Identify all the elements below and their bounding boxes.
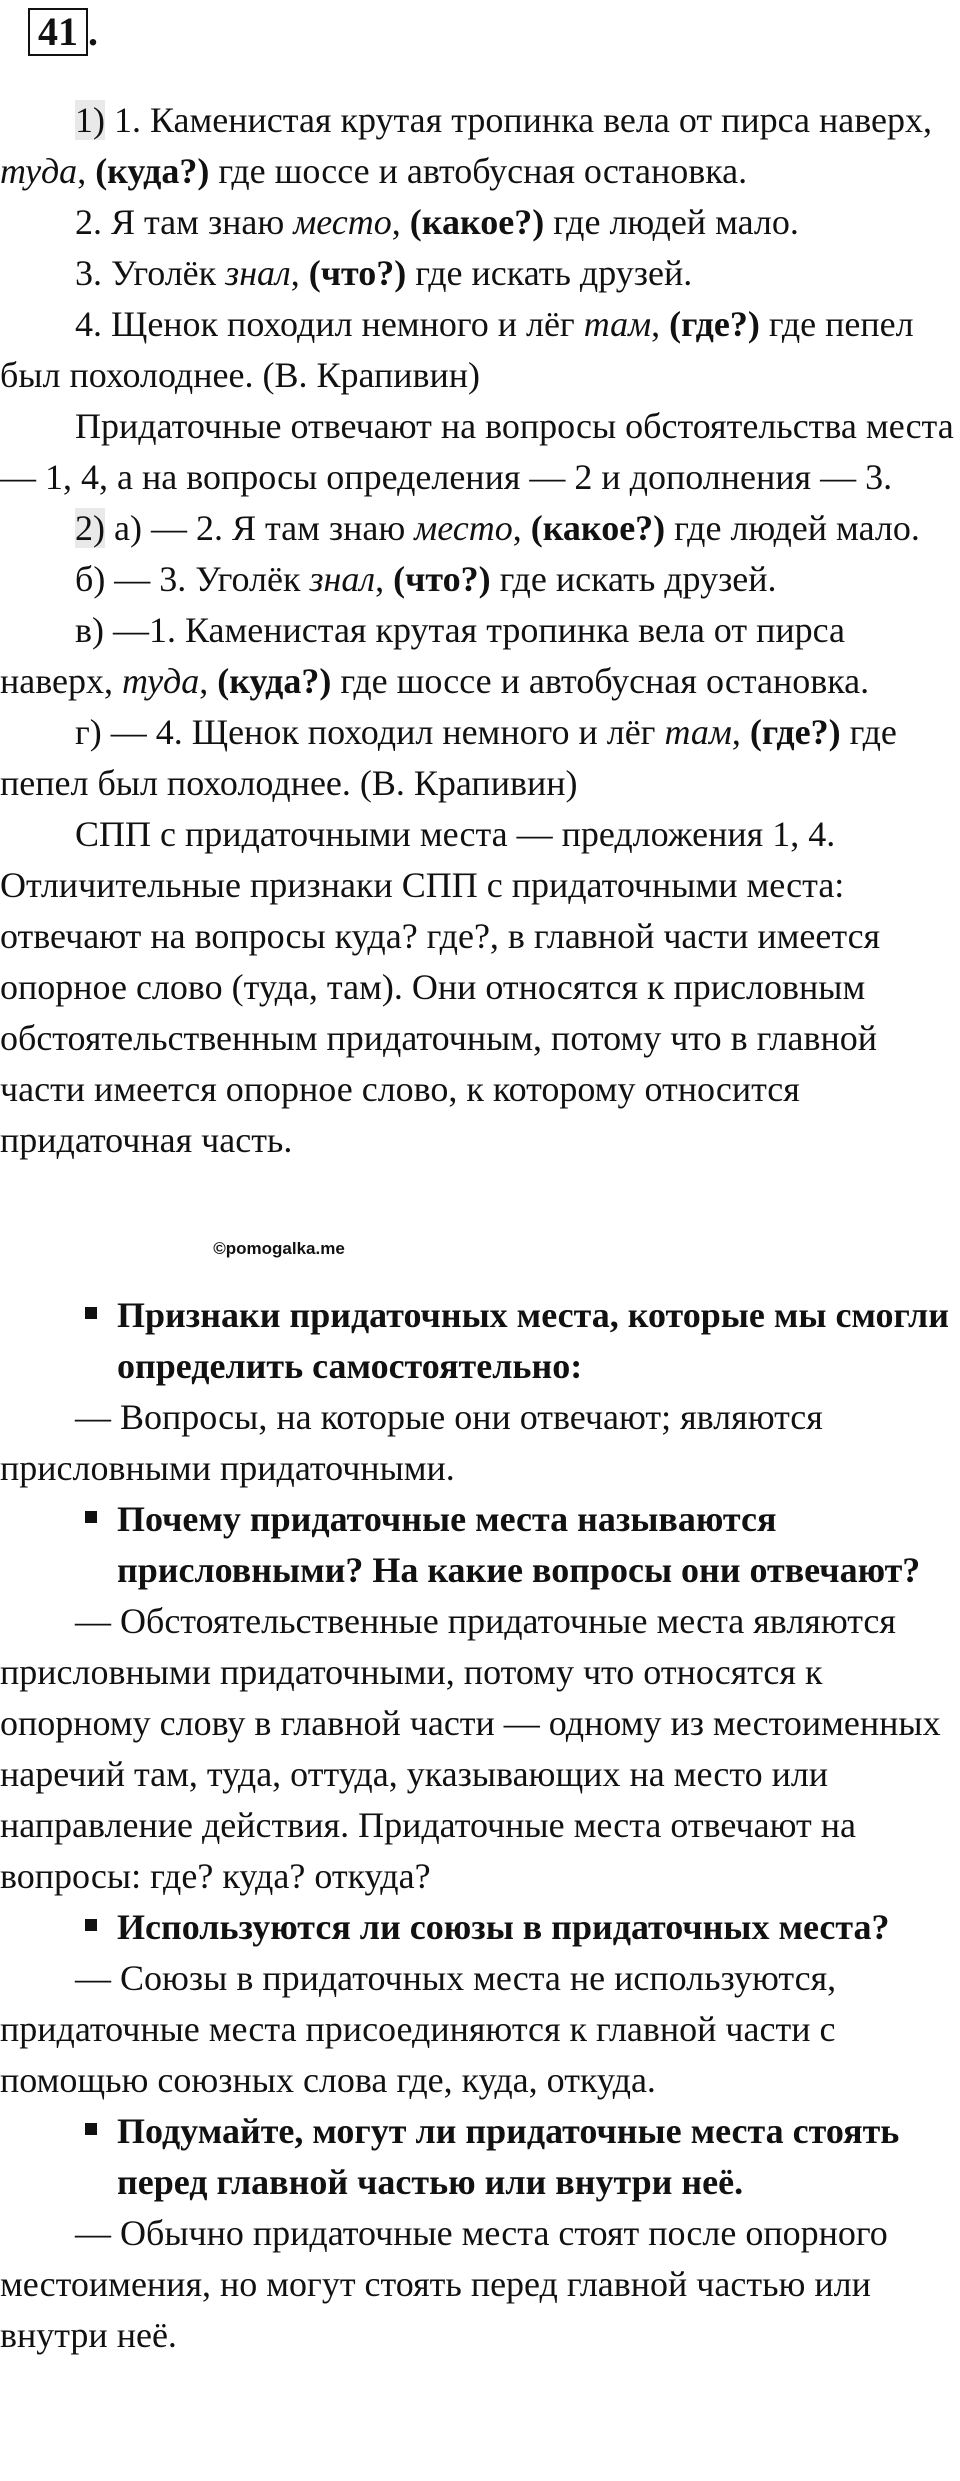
question-2: Почему придаточные места называются присловными? На какие вопросы они отвечают?: [0, 1494, 958, 1596]
bullet-icon: [85, 2123, 97, 2135]
match-c: в) —1. Каменистая крутая тропинка вела от пирса наверх, туда, (куда?) где шоссе и автобусная остановка.: [0, 610, 870, 701]
exercise-number-box: 41: [28, 8, 88, 56]
question-4: Подумайте, могут ли придаточные места стоять перед главной частью или внутри неё.: [0, 2106, 958, 2208]
bullet-icon: [85, 1511, 97, 1523]
answer-2: — Обстоятельственные придаточные места являются присловными придаточными, потому что относятся к опорному слову в главной части — одному из местоименных наречий там, туда, оттуда, указывающих на место или направление действия. Придаточные места отвечают на вопросы: где? куда? откуда?: [0, 1601, 941, 1896]
match-d: г) — 4. Щенок походил немного и лёг там, (где?) где пепел был похолоднее. (В. Крапивин): [0, 712, 897, 803]
sentence-1: 1) 1. Каменистая крутая тропинка вела от пирса наверх, туда, (куда?) где шоссе и автобусная остановка.: [0, 100, 933, 191]
match-a: 2) а) — 2. Я там знаю место, (какое?) где людей мало.: [75, 508, 920, 548]
sentence-3: 3. Уголёк знал, (что?) где искать друзей.: [75, 253, 693, 293]
watermark: ©pomogalka.me: [213, 1239, 345, 1258]
part1-conclusion: Придаточные отвечают на вопросы обстоятельства места — 1, 4, а на вопросы определения — 2 и дополнения — 3.: [0, 406, 954, 497]
answer-4: — Обычно придаточные места стоят после опорного местоимения, но могут стоять перед главной частью или внутри неё.: [0, 2213, 888, 2355]
bullet-icon: [85, 1919, 97, 1931]
part-marker-1: 1): [75, 100, 105, 140]
question-1: Признаки придаточных места, которые мы смогли определить самостоятельно:: [0, 1290, 958, 1392]
part-marker-2: 2): [75, 508, 105, 548]
exercise-number: 41 .: [28, 8, 98, 56]
answer-3: — Союзы в придаточных места не используются, придаточные места присоединяются к главной части с помощью союзных слова где, куда, откуда.: [0, 1958, 837, 2100]
question-3: Используются ли союзы в придаточных места?: [0, 1902, 958, 1953]
answer-1: — Вопросы, на которые они отвечают; являются присловными придаточными.: [0, 1397, 823, 1488]
sentence-2: 2. Я там знаю место, (какое?) где людей мало.: [75, 202, 799, 242]
match-b: б) — 3. Уголёк знал, (что?) где искать друзей.: [75, 559, 777, 599]
answer-content: [0, 95, 958, 2361]
bullet-icon: [85, 1307, 97, 1319]
sentence-4: 4. Щенок походил немного и лёг там, (где?) где пепел был похолоднее. (В. Крапивин): [0, 304, 914, 395]
part2-conclusion: СПП с придаточными места — предложения 1, 4. Отличительные признаки СПП с придаточными места: отвечают на вопросы куда? где?, в главной части имеется опорное слово (туда, там). Они относятся к присловным обстоятельственным придаточным, потому что в главной части имеется опорное слово, к которому относится придаточная часть.: [0, 814, 881, 1160]
